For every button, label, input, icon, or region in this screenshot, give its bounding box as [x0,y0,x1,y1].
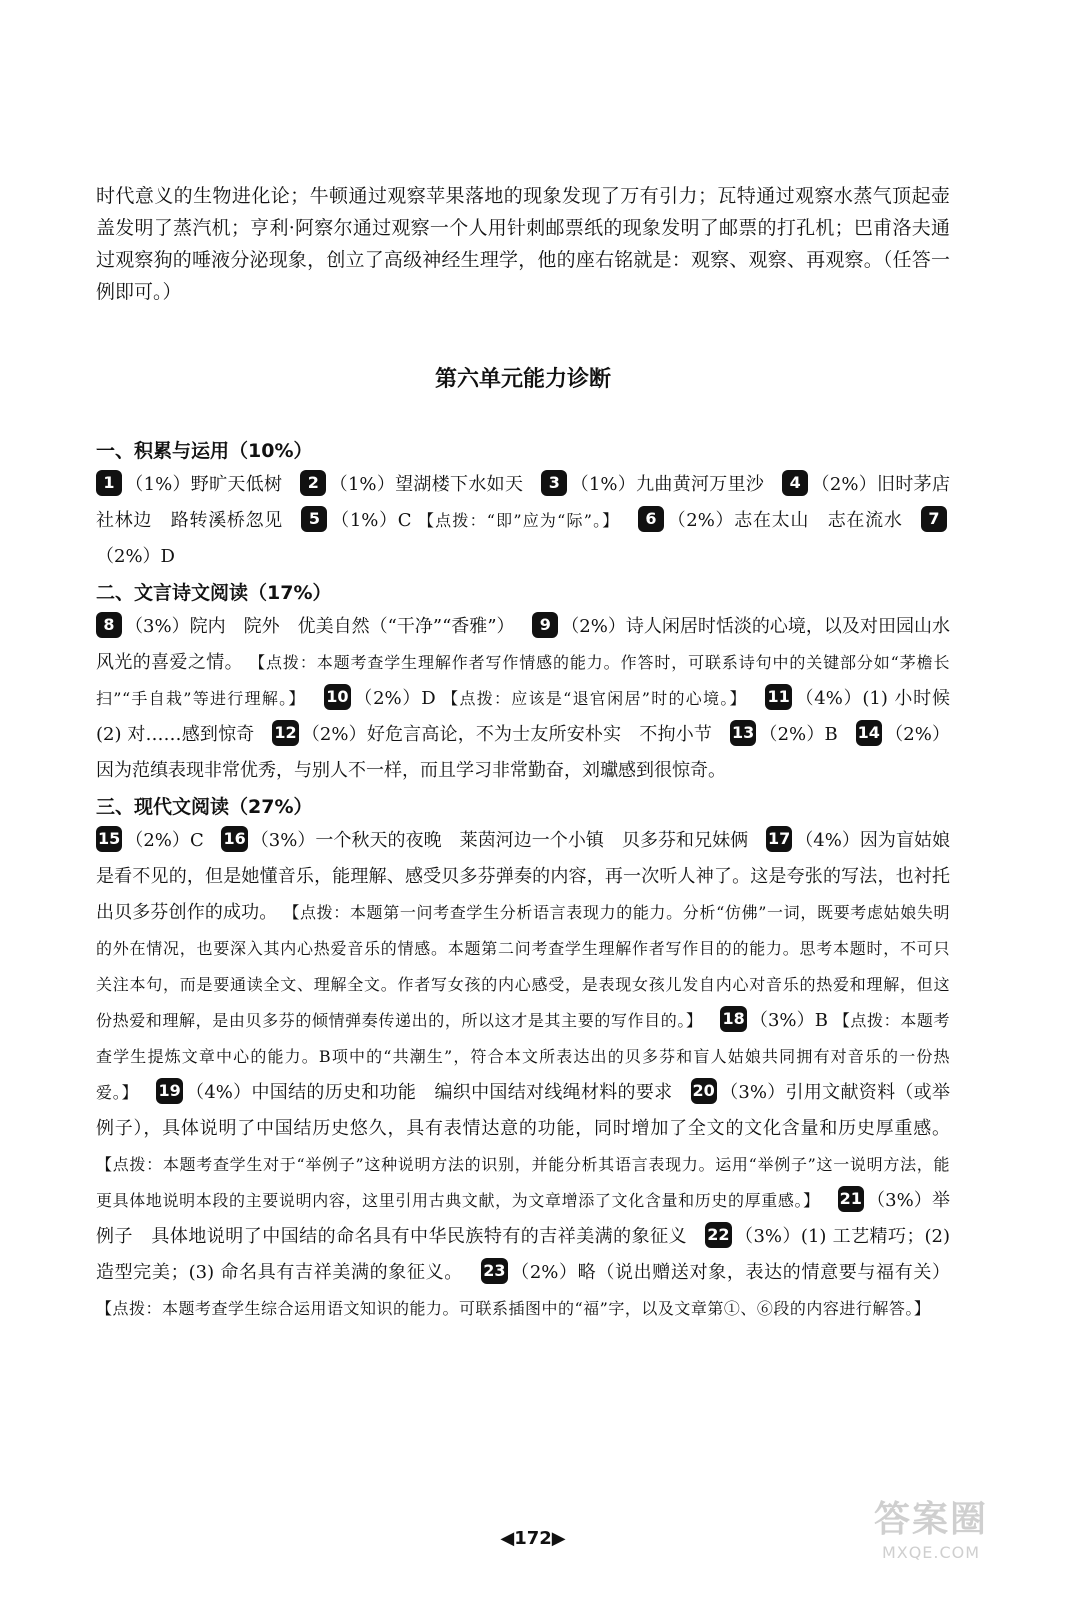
question-number: 16 [221,826,247,852]
question-number: 4 [782,470,808,496]
answer-9-tip: 【点拨：本题考查学生理解作者写作情感的能力。作答时，可联系诗句中的关键部分如“茅檐长扫”“手自栽”等进行理解。】 [96,653,950,708]
answer-9: （2%）诗人闲居时恬淡的心境，以及对田园山水风光的喜爱之情。 [96,616,950,673]
question-number: 23 [481,1258,507,1284]
question-number: 15 [96,826,122,852]
question-number: 12 [272,720,298,746]
question-number: 10 [324,684,350,710]
answer-20-tip: 【点拨：本题考查学生对于“举例子”这种说明方法的识别，并能分析其语言表现力。运用“举例子”这一说明方法，能更具体地说明本段的主要说明内容，这里引用古典文献，为文章增添了文化含量和历史的厚重感。】 [96,1155,950,1210]
answer-11: （4%）(1) 小时候 (2) 对……感到惊奇 [96,688,968,745]
answer-4: （2%）旧时茅店社林边 路转溪桥忽见 [96,474,950,531]
answers-block-2 [96,609,968,789]
page-content [96,180,968,1327]
answer-20: （3%）引用文献资料（或举例子），具体说明了中国结历史悠久，具有表情达意的功能，同时增加了全文的文化含量和历史厚重感。 [96,1082,950,1139]
question-number: 5 [301,506,327,532]
question-number: 1 [96,470,122,496]
section-heading-3: 三、现代文阅读（27%） [96,796,313,818]
section-heading-2: 二、文言诗文阅读（17%） [96,582,332,604]
question-number: 6 [638,506,664,532]
answer-22: （3%）(1) 工艺精巧；(2) 造型完美；(3) 命名具有吉祥美满的象征义。 [96,1226,950,1283]
answer-2: （1%）望湖楼下水如天 [329,474,524,495]
question-number: 13 [730,720,756,746]
answer-17-tip: 【点拨：本题第一问考查学生分析语言表现力的能力。分析“仿佛”一词，既要考虑姑娘失明的外在情况，也要深入其内心热爱音乐的情感。本题第二问考查学生理解作者写作目的的能力。思考本题时，不可只关注本句，而是要通读全文、理解全文。作者写女孩的内心感受，是表现女孩儿发自内心对音乐的热爱和理解，但这份热爱和理解，是由贝多芬的倾情弹奏传递出的，所以这才是其主要的写作目的。】 [96,903,950,1030]
answer-16: （3%）一个秋天的夜晚 莱茵河边一个小镇 贝多芬和兄妹俩 [250,830,749,851]
answer-23: （2%）略（说出赠送对象，表达的情意要与福有关） [510,1262,950,1283]
question-number: 21 [838,1186,864,1212]
answer-5: （1%）C [330,510,412,531]
answer-10-tip: 【点拨：应该是“退官闲居”时的心境。】 [442,689,747,708]
watermark-logo [836,1498,1026,1578]
question-number: 17 [766,826,792,852]
answer-21: （3%）举例子 具体地说明了中国结的命名具有中华民族特有的吉祥美满的象征义 [96,1190,950,1247]
answer-17: （4%）因为盲姑娘是看不见的，但是她懂音乐，能理解、感受贝多芬弹奏的内容，再一次听人神了。这是夸张的写法，也衬托出贝多芬创作的成功。 [96,830,951,923]
question-number: 9 [532,612,558,638]
answer-7: （2%）D [96,546,175,567]
answer-10: （2%）D [353,688,436,709]
watermark-url: MXQE.COM [881,1543,981,1562]
answer-19: （4%）中国结的历史和功能 编织中国结对线绳材料的要求 [185,1082,673,1103]
answer-14: （2%）因为范缜表现非常优秀，与别人不一样，而且学习非常勤奋，刘瓛感到很惊奇。 [96,724,950,781]
question-number: 2 [300,470,326,496]
answer-18-tip: 【点拨：本题考查学生提炼文章中心的能力。B项中的“共潮生”，符合本文所表达出的贝多芬和盲人姑娘共同拥有对音乐的一份热爱。】 [96,1011,950,1102]
question-number: 11 [765,684,791,710]
question-number: 18 [720,1006,746,1032]
watermark-title: 答案圈 [873,1499,988,1540]
answer-12: （2%）好危言高论，不为士友所安朴实 不拘小节 [301,724,713,745]
answers-block-1 [96,467,950,575]
intro-paragraph: 时代意义的生物进化论；牛顿通过观察苹果落地的现象发现了万有引力；瓦特通过观察水蒸气顶起壶盖发明了蒸汽机；亨利·阿察尔通过观察一个人用针刺邮票纸的现象发明了邮票的打孔机；巴甫洛夫通过观察狗的唾液分泌现象，创立了高级神经生理学，他的座右铭就是：观察、观察、再观察。（任答一例即可。） [96,185,950,303]
question-number: 14 [856,720,882,746]
question-number: 7 [921,506,947,532]
answer-18: （3%）B [749,1010,828,1031]
section-heading-1: 一、积累与运用（10%） [96,440,313,462]
answer-3: （1%）九曲黄河万里沙 [570,474,765,495]
question-number: 19 [156,1078,182,1104]
question-number: 8 [96,612,122,638]
question-number: 22 [705,1222,731,1248]
answer-5-tip: 【点拨：“即”应为“际”。】 [417,511,620,530]
page-number: ◀172▶ [500,1528,566,1549]
answer-8: （3%）院内 院外 优美自然（“干净”“香雅”） [125,616,515,637]
answer-6: （2%）志在太山 志在流水 [666,510,903,531]
answers-block-3 [96,823,950,1327]
question-number: 3 [541,470,567,496]
answer-15: （2%）C [125,830,204,851]
answer-13: （2%）B [759,724,838,745]
question-number: 20 [691,1078,717,1104]
answer-23-tip: 【点拨：本题考查学生综合运用语文知识的能力。可联系插图中的“福”字，以及文章第①、⑥段的内容进行解答。】 [96,1299,931,1318]
unit-title: 第六单元能力诊断 [434,367,611,392]
answer-1: （1%）野旷天低树 [125,474,283,495]
